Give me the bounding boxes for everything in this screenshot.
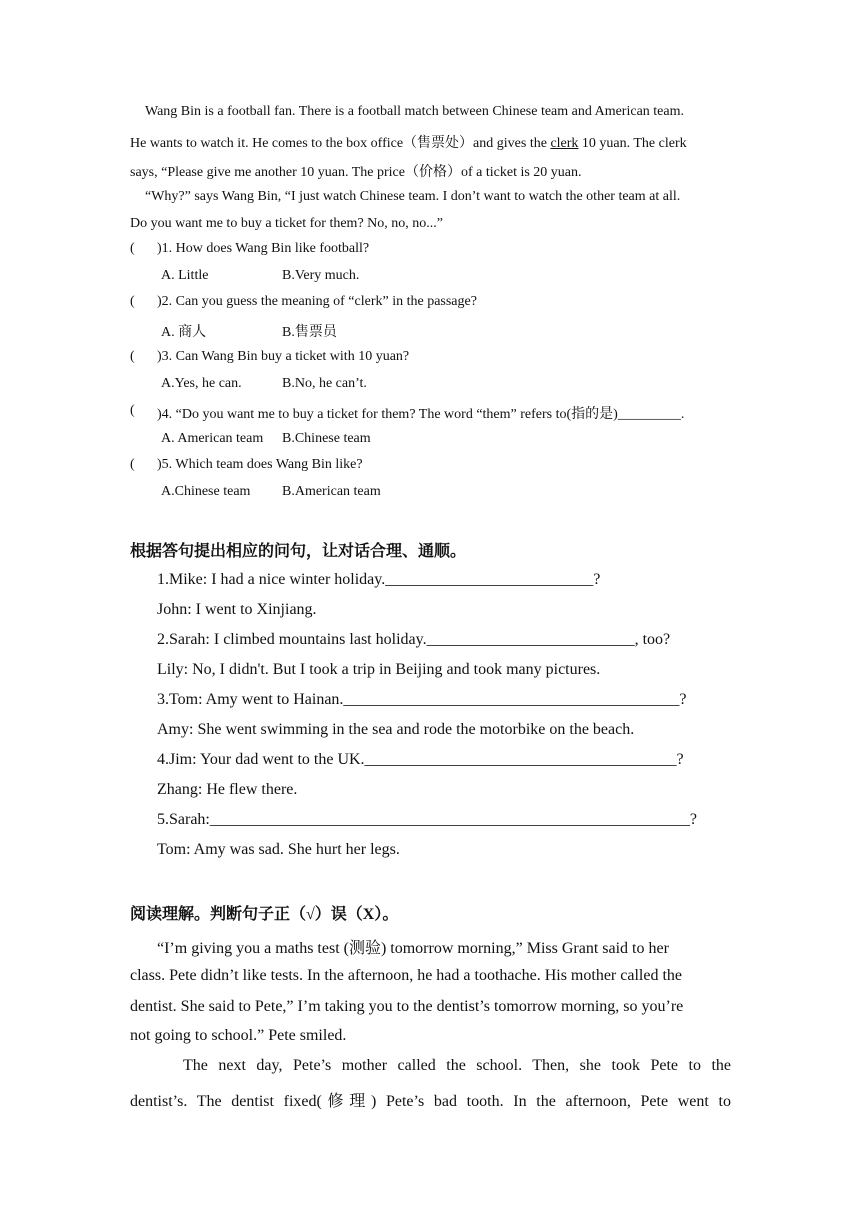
reading-line-2: class. Pete didn’t like tests. In the afternoon, he had a toothache. His mother called the xyxy=(130,967,682,984)
section-2-heading: 根据答句提出相应的问句，让对话合理、通顺。 xyxy=(130,543,467,560)
question-3 xyxy=(130,349,410,365)
question-4-text: )4. “Do you want me to buy a ticket for them? The word “them” refers to(指的是)_________. xyxy=(157,407,685,422)
question-5-option-b: B.American team xyxy=(282,484,381,499)
reading-line-4: not going to school.” Pete smiled. xyxy=(130,1027,347,1044)
passage-line-4: “Why?” says Wang Bin, “I just watch Chinese team. I don’t want to watch the other team at all. xyxy=(145,189,681,204)
underlined-word-clerk: clerk xyxy=(550,136,579,151)
dialogue-line-5: 3.Tom: Amy went to Hainan.__________________________________________? xyxy=(157,691,687,708)
dialogue-line-4: Lily: No, I didn't. But I took a trip in Beijing and took many pictures. xyxy=(157,661,601,678)
dialogue-line-7: 4.Jim: Your dad went to the UK._______________________________________? xyxy=(157,751,684,768)
question-1 xyxy=(130,241,370,257)
question-2-text: )2. Can you guess the meaning of “clerk” in the passage? xyxy=(157,294,477,309)
dialogue-line-6: Amy: She went swimming in the sea and rode the motorbike on the beach. xyxy=(157,721,635,738)
section-3-heading: 阅读理解。判断句子正（√）误（X）。 xyxy=(130,906,399,923)
dialogue-line-3: 2.Sarah: I climbed mountains last holiday.__________________________, too? xyxy=(157,631,671,648)
question-3-text: )3. Can Wang Bin buy a ticket with 10 yuan? xyxy=(157,349,410,364)
answer-paren: ( xyxy=(130,403,135,418)
dialogue-line-1: 1.Mike: I had a nice winter holiday.__________________________? xyxy=(157,571,601,588)
answer-paren: ( xyxy=(130,241,135,256)
dialogue-line-10: Tom: Amy was sad. She hurt her legs. xyxy=(157,841,400,858)
dialogue-line-9: 5.Sarah:____________________________________________________________? xyxy=(157,811,697,828)
answer-paren: ( xyxy=(130,457,135,472)
reading-line-3: dentist. She said to Pete,” I’m taking you to the dentist’s tomorrow morning, so you’re xyxy=(130,998,684,1015)
question-2-option-a: A. 商人 xyxy=(161,325,207,340)
question-1-text: )1. How does Wang Bin like football? xyxy=(157,241,370,256)
answer-paren: ( xyxy=(130,294,135,309)
dialogue-line-8: Zhang: He flew there. xyxy=(157,781,298,798)
passage-line-1: Wang Bin is a football fan. There is a football match between Chinese team and American team. xyxy=(145,104,684,119)
question-5 xyxy=(130,457,363,473)
reading-line-6: dentist’s. The dentist fixed(修理) Pete’s bad tooth. In the afternoon, Pete went to xyxy=(130,1093,731,1110)
question-4-option-a: A. American team xyxy=(161,431,264,446)
question-3-option-a: A.Yes, he can. xyxy=(161,376,242,391)
passage-line-5: Do you want me to buy a ticket for them? No, no, no...” xyxy=(130,216,443,231)
question-4 xyxy=(130,403,685,422)
passage-line-3: says, “Please give me another 10 yuan. The price（价格）of a ticket is 20 yuan. xyxy=(130,165,582,180)
question-5-option-a: A.Chinese team xyxy=(161,484,251,499)
question-2 xyxy=(130,294,477,310)
question-2-option-b: B.售票员 xyxy=(282,325,337,340)
question-5-text: )5. Which team does Wang Bin like? xyxy=(157,457,363,472)
reading-line-1: “I’m giving you a maths test (测验) tomorrow morning,” Miss Grant said to her xyxy=(157,940,669,957)
answer-paren: ( xyxy=(130,349,135,364)
question-4-option-b: B.Chinese team xyxy=(282,431,371,446)
question-1-option-b: B.Very much. xyxy=(282,268,360,283)
passage-line-2-post: 10 yuan. The clerk xyxy=(578,136,687,151)
dialogue-line-2: John: I went to Xinjiang. xyxy=(157,601,317,618)
passage-line-2 xyxy=(130,132,687,152)
question-3-option-b: B.No, he can’t. xyxy=(282,376,367,391)
passage-line-2-pre: He wants to watch it. He comes to the box office（售票处）and gives the xyxy=(130,136,551,151)
reading-line-5: The next day, Pete’s mother called the school. Then, she took Pete to the xyxy=(183,1057,731,1074)
question-1-option-a: A. Little xyxy=(161,268,209,283)
